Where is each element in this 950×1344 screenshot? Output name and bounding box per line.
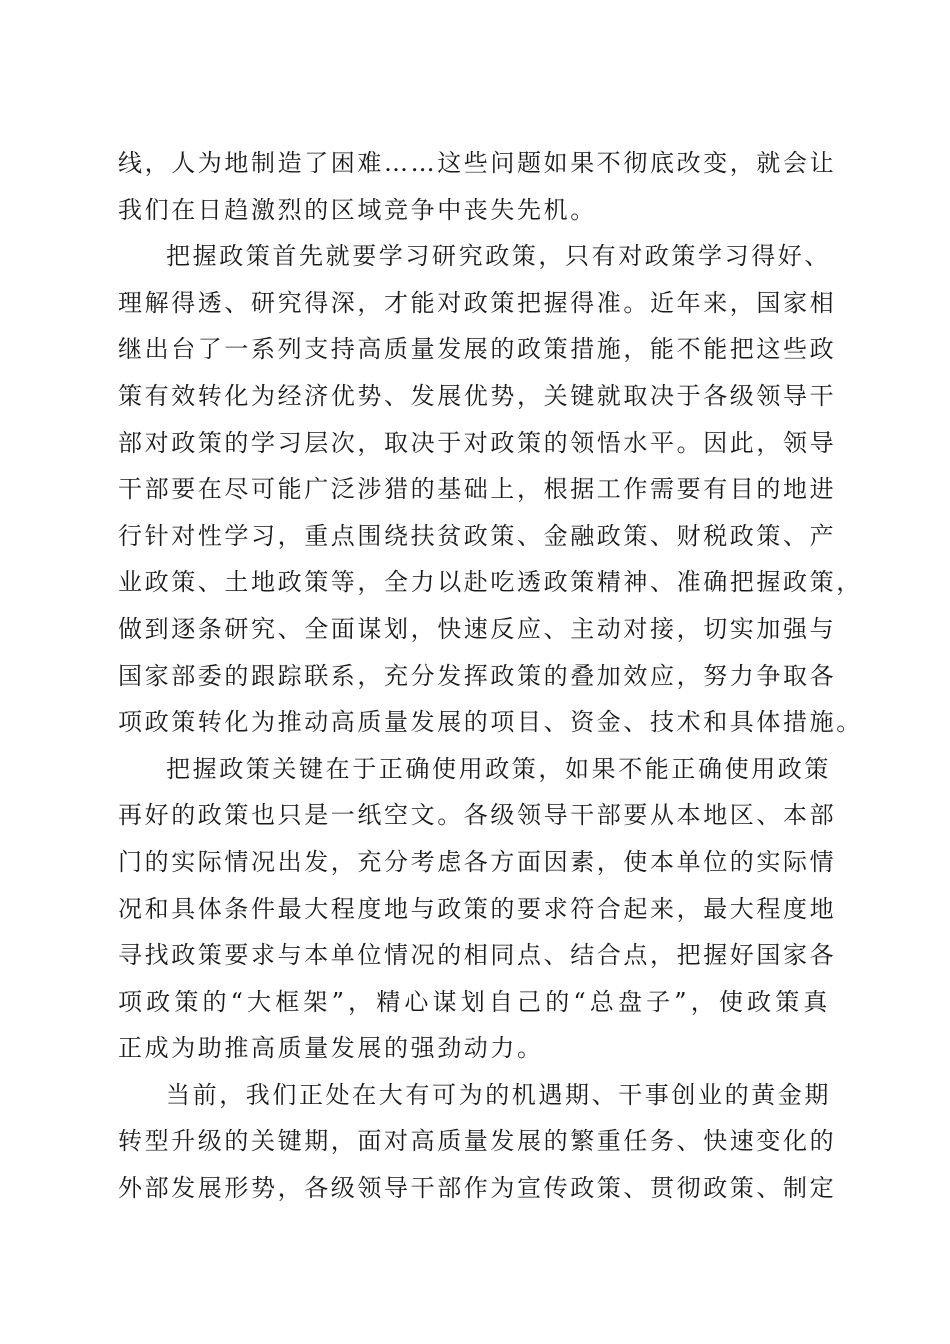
text-line: 寻找政策要求与本单位情况的相同点、结合点，把握好国家各 (118, 941, 837, 970)
paragraph-first-line: 把握政策关键在于正确使用政策，如果不能正确使用政策 (166, 754, 831, 783)
text-line: 国家部委的跟踪联系，充分发挥政策的叠加效应，努力争取各 (118, 661, 837, 690)
text-line: 项政策转化为推动高质量发展的项目、资金、技术和具体措施。 (118, 708, 863, 737)
paragraph-first-line: 当前，我们正处在大有可为的机遇期、干事创业的黄金期 (166, 1080, 831, 1109)
text-line: 策有效转化为经济优势、发展优势，关键就取决于各级领导干 (118, 381, 837, 410)
text-line: 再好的政策也只是一纸空文。各级领导干部要从本地区、本部 (118, 801, 837, 830)
text-line: 干部要在尽可能广泛涉猎的基础上，根据工作需要有目的地进 (118, 475, 837, 504)
text-line: 部对政策的学习层次，取决于对政策的领悟水平。因此，领导 (118, 428, 837, 457)
text-line: 理解得透、研究得深，才能对政策把握得准。近年来，国家相 (118, 288, 837, 317)
text-line: 做到逐条研究、全面谋划，快速反应、主动对接，切实加强与 (118, 614, 837, 643)
text-line: 业政策、土地政策等，全力以赴吃透政策精神、准确把握政策， (118, 568, 863, 597)
text-line: 况和具体条件最大程度地与政策的要求符合起来，最大程度地 (118, 894, 837, 923)
text-line: 转型升级的关键期，面对高质量发展的繁重任务、快速变化的 (118, 1127, 837, 1156)
text-line: 门的实际情况出发，充分考虑各方面因素，使本单位的实际情 (118, 847, 837, 876)
text-line: 项政策的“大框架”，精心谋划自己的“总盘子”，使政策真 (118, 987, 830, 1016)
text-line: 我们在日趋激烈的区域竞争中丧失先机。 (118, 195, 597, 224)
text-line: 继出台了一系列支持高质量发展的政策措施，能不能把这些政 (118, 335, 837, 364)
text-line: 正成为助推高质量发展的强劲动力。 (118, 1034, 544, 1063)
text-line: 外部发展形势，各级领导干部作为宣传政策、贯彻政策、制定 (118, 1174, 837, 1203)
text-line: 线，人为地制造了困难……这些问题如果不彻底改变，就会让 (118, 149, 837, 177)
paragraph-first-line: 把握政策首先就要学习研究政策，只有对政策学习得好、 (166, 242, 831, 271)
body-text (118, 140, 863, 1212)
text-line: 行针对性学习，重点围绕扶贫政策、金融政策、财税政策、产 (118, 521, 837, 550)
